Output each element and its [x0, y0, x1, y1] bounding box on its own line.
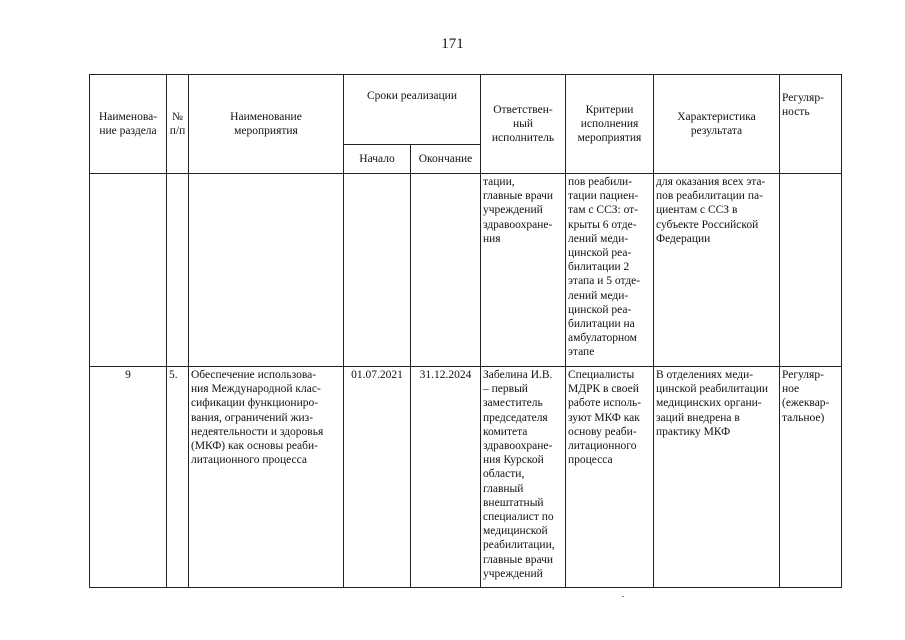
cell-result: для оказания всех эта- пов реабилитации па- циентам с ССЗ в субъекте Российской Федерации: [654, 174, 780, 367]
cell-regularity: Регуляр- ное (ежеквар- тальное): [780, 367, 842, 588]
cell-result: В отделениях меди- цинской реабилитации медицинских органи- заций внедрена в практику МКФ: [654, 367, 780, 588]
cell-section: [90, 174, 167, 367]
cell-criteria: Специалисты МДРК в своей работе исполь- зуют МКФ как основу реаби- литационного процесса: [566, 367, 654, 588]
cell-event: Обеспечение использова- ния Международной клас- сификации функциониро- вания, ограничений жиз- недеятельности и здоровья (МКФ) как основы реаби- литационного процесса: [189, 367, 344, 588]
cell-end: 31.12.2024: [411, 367, 481, 588]
cell-number: [167, 174, 189, 367]
page-number: 171: [441, 36, 464, 52]
activity-plan-table: [89, 74, 842, 588]
scan-speck: [622, 596, 624, 597]
table-row: [90, 174, 842, 367]
header-number: № п/п: [167, 75, 189, 174]
header-start: Начало: [344, 145, 411, 174]
header-result: Характеристика результата: [654, 75, 780, 174]
header-criteria: Критерии исполнения мероприятия: [566, 75, 654, 174]
header-event-name: Наименование мероприятия: [189, 75, 344, 174]
table-row: [90, 367, 842, 588]
cell-number: 5.: [167, 367, 189, 588]
cell-criteria: пов реабили- тации пациен- там с ССЗ: от- крыты 6 отде- лений меди- цинской реа- билитации 2 этапа и 5 отде- лений меди- цинской реа- билитации на амбулаторном этапе: [566, 174, 654, 367]
cell-start: 01.07.2021: [344, 367, 411, 588]
header-row: [90, 75, 842, 145]
cell-end: [411, 174, 481, 367]
cell-regularity: [780, 174, 842, 367]
header-responsible: Ответствен- ный исполнитель: [481, 75, 566, 174]
cell-start: [344, 174, 411, 367]
cell-section: 9: [90, 367, 167, 588]
cell-event: [189, 174, 344, 367]
header-implementation-period: Сроки реализации: [344, 75, 481, 145]
cell-responsible: тации, главные врачи учреждений здравоохране- ния: [481, 174, 566, 367]
header-section-name: Наименова- ние раздела: [90, 75, 167, 174]
header-regularity: Регуляр- ность: [780, 75, 842, 174]
header-end: Окончание: [411, 145, 481, 174]
cell-responsible: Забелина И.В. – первый заместитель председателя комитета здравоохране- ния Курской области, главный внештатный специалист по медицинской реабилитации, главные врачи учреждений: [481, 367, 566, 588]
